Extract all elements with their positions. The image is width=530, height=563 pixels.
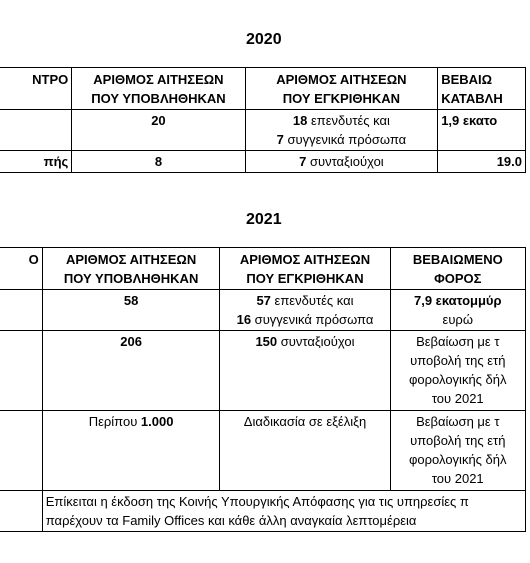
cell-tax: 1,9 εκατο [438, 110, 526, 151]
cell-approved: 18 επενδυτές και 7 συγγενικά πρόσωπα [245, 110, 438, 151]
table-2020-header-row [0, 68, 526, 110]
cell-center [0, 110, 72, 151]
table-row [0, 411, 526, 491]
col-tax-header: ΒΕΒΑΙΩΜΕΝΟ ΦΟΡΟΣ [390, 248, 525, 290]
cell-center: πής [0, 151, 72, 173]
cell-submitted: 8 [72, 151, 245, 173]
cell-approved: 7 συνταξιούχοι [245, 151, 438, 173]
col-approved-header: ΑΡΙΘΜΟΣ ΑΙΤΗΣΕΩΝ ΠΟΥ ΕΓΚΡΙΘΗΚΑΝ [245, 68, 438, 110]
cell-submitted: 206 [42, 331, 220, 411]
col-submitted-header: ΑΡΙΘΜΟΣ ΑΙΤΗΣΕΩΝ ΠΟΥ ΥΠΟΒΛΗΘΗΚΑΝ [72, 68, 245, 110]
table-2020 [0, 67, 526, 173]
table-2021 [0, 247, 526, 532]
cell-submitted: 20 [72, 110, 245, 151]
cell-approved: 150 συνταξιούχοι [220, 331, 390, 411]
cell-approved: 57 επενδυτές και 16 συγγενικά πρόσωπα [220, 290, 390, 331]
cell-center [0, 331, 42, 411]
cell-approved: Διαδικασία σε εξέλιξη [220, 411, 390, 491]
cell-center [0, 290, 42, 331]
cell-tax: Βεβαίωση με τ υποβολή της ετή φορολογικής δήλ του 2021 [390, 331, 525, 411]
year-2020-title: 2020 [246, 31, 282, 48]
family-offices-note: Επίκειται η έκδοση της Κοινής Υπουργικής Απόφασης για τις υπηρεσίες π παρέχουν τα Family Offices και κάθε άλλη αναγκαία λεπτομέρεια [42, 491, 525, 532]
col-center-header: ΝΤΡΟ [0, 68, 72, 110]
cell-tax: 19.0 [438, 151, 526, 173]
cell-tax: 7,9 εκατομμύρ ευρώ [390, 290, 525, 331]
table-row [0, 151, 526, 173]
table-row [0, 331, 526, 411]
table-row [0, 110, 526, 151]
cell-submitted: 58 [42, 290, 220, 331]
table-note-row [0, 491, 526, 532]
table-row [0, 290, 526, 331]
table-2021-header-row [0, 248, 526, 290]
cell-center [0, 411, 42, 491]
cell-center [0, 491, 42, 532]
col-center-header: Ο [0, 248, 42, 290]
col-approved-header: ΑΡΙΘΜΟΣ ΑΙΤΗΣΕΩΝ ΠΟΥ ΕΓΚΡΙΘΗΚΑΝ [220, 248, 390, 290]
cell-submitted: Περίπου 1.000 [42, 411, 220, 491]
col-submitted-header: ΑΡΙΘΜΟΣ ΑΙΤΗΣΕΩΝ ΠΟΥ ΥΠΟΒΛΗΘΗΚΑΝ [42, 248, 220, 290]
col-tax-header: ΒΕΒΑΙΩ ΚΑΤΑΒΛΗ [438, 68, 526, 110]
year-2021-title: 2021 [246, 211, 282, 228]
cell-tax: Βεβαίωση με τ υποβολή της ετή φορολογικής δήλ του 2021 [390, 411, 525, 491]
